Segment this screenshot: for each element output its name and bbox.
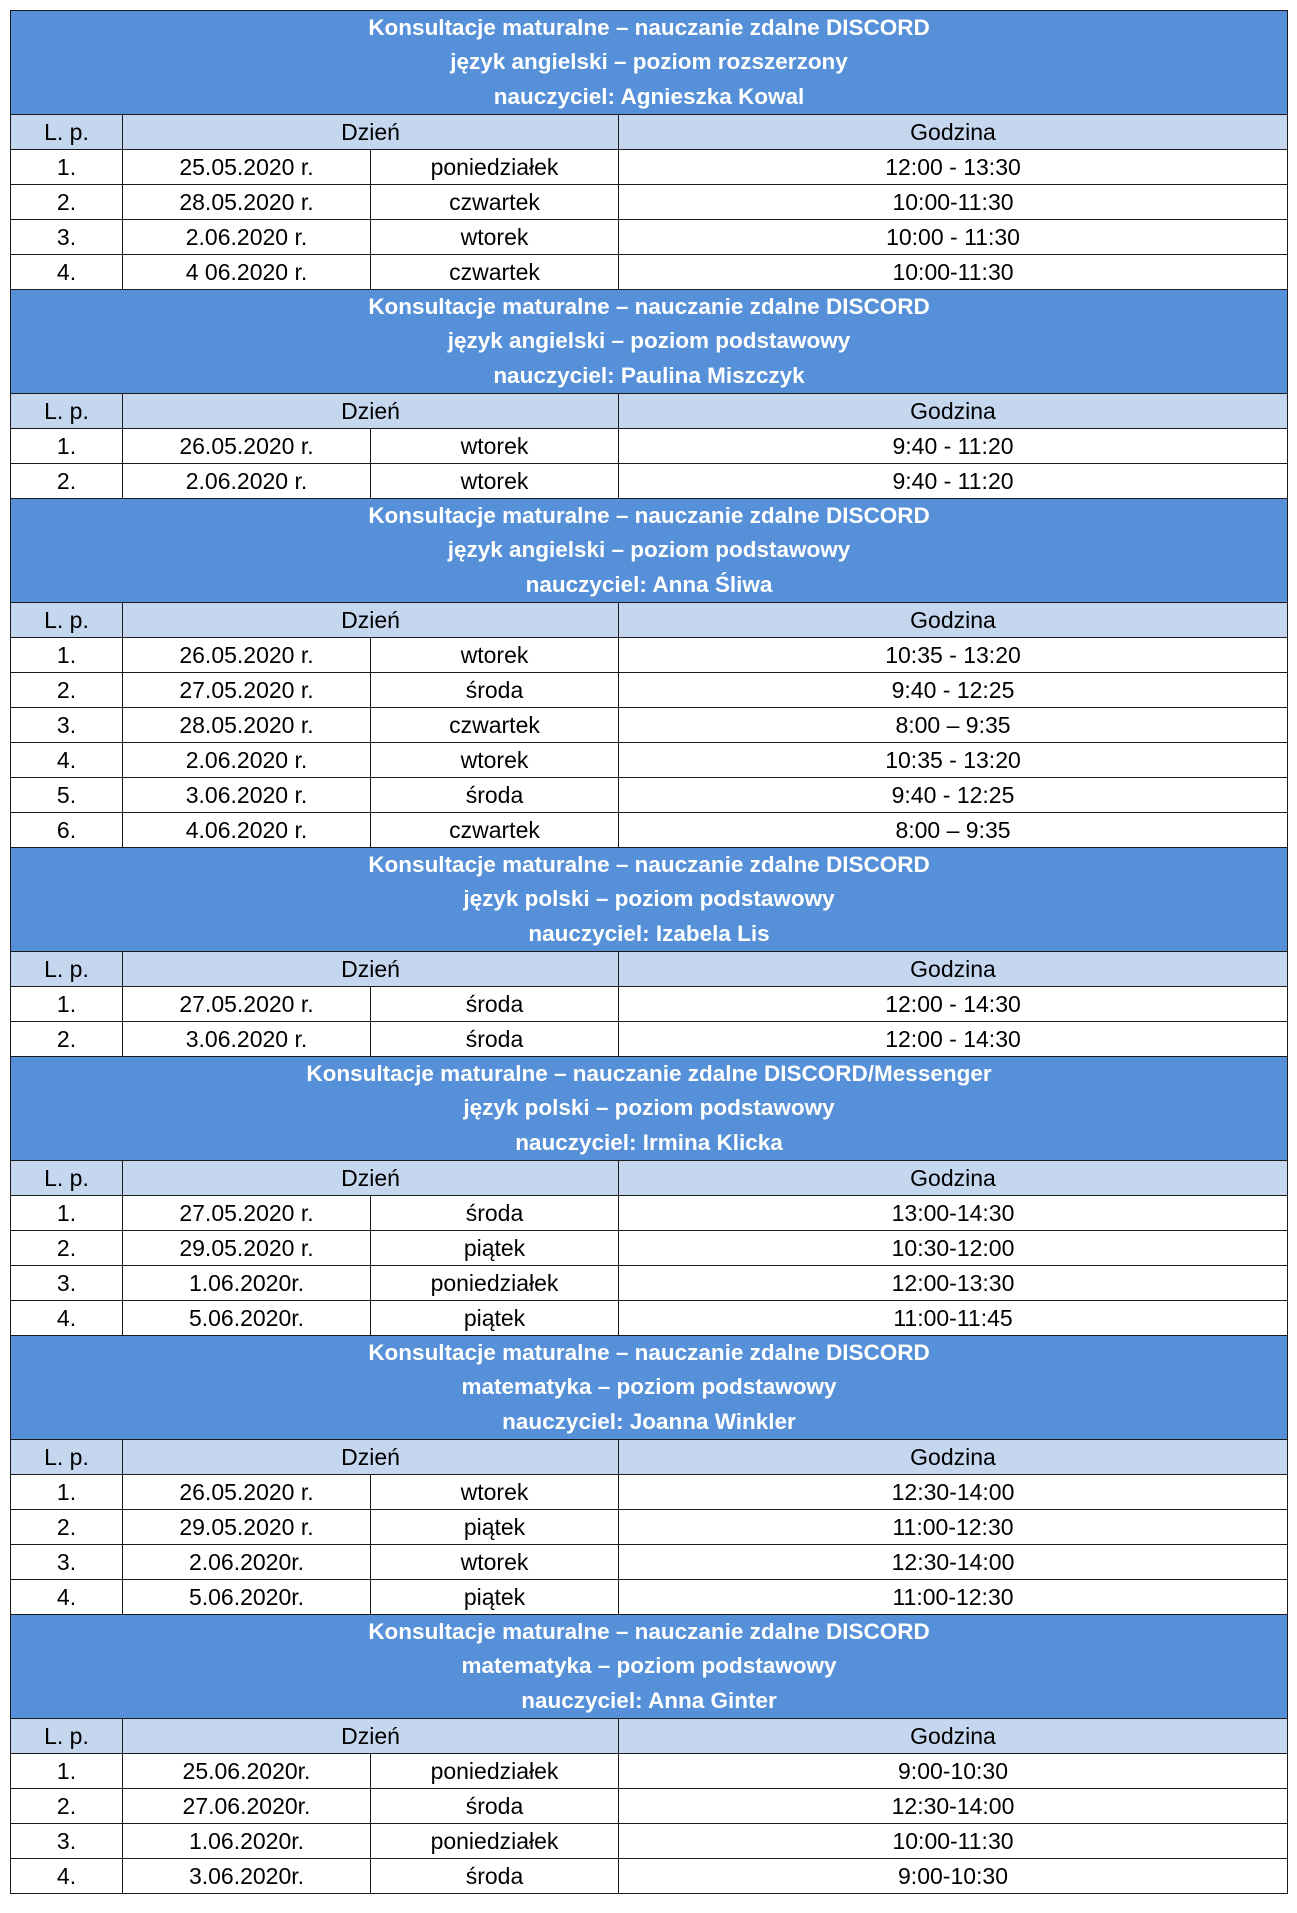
cell-weekday: wtorek xyxy=(371,464,619,499)
cell-lp: 1. xyxy=(11,1754,123,1789)
cell-weekday: poniedziałek xyxy=(371,1824,619,1859)
header-day: Dzień xyxy=(123,394,619,429)
section-title-row xyxy=(11,290,1288,394)
cell-date: 3.06.2020r. xyxy=(123,1859,371,1894)
cell-lp: 2. xyxy=(11,1022,123,1057)
cell-weekday: wtorek xyxy=(371,220,619,255)
cell-lp: 3. xyxy=(11,1545,123,1580)
cell-time: 10:35 - 13:20 xyxy=(619,743,1288,778)
cell-lp: 1. xyxy=(11,150,123,185)
cell-date: 25.06.2020r. xyxy=(123,1754,371,1789)
section-title-line: język angielski – poziom podstawowy xyxy=(447,537,851,563)
column-header-row xyxy=(11,394,1288,429)
section-title-line: nauczyciel: Paulina Miszczyk xyxy=(493,362,805,388)
cell-time: 9:40 - 11:20 xyxy=(619,429,1288,464)
section-title-line: Konsultacje maturalne – nauczanie zdalne DISCORD/Messenger xyxy=(306,1061,992,1087)
cell-weekday: piątek xyxy=(371,1580,619,1615)
cell-lp: 4. xyxy=(11,1859,123,1894)
section-title-row xyxy=(11,1615,1288,1719)
cell-date: 26.05.2020 r. xyxy=(123,638,371,673)
table-row xyxy=(11,673,1288,708)
cell-lp: 3. xyxy=(11,1824,123,1859)
cell-time: 9:40 - 12:25 xyxy=(619,778,1288,813)
table-row xyxy=(11,1231,1288,1266)
table-row xyxy=(11,1475,1288,1510)
header-lp: L. p. xyxy=(11,1161,123,1196)
cell-time: 9:40 - 11:20 xyxy=(619,464,1288,499)
cell-lp: 3. xyxy=(11,220,123,255)
cell-lp: 3. xyxy=(11,708,123,743)
cell-time: 10:00-11:30 xyxy=(619,1824,1288,1859)
cell-time: 11:00-11:45 xyxy=(619,1301,1288,1336)
cell-date: 3.06.2020 r. xyxy=(123,1022,371,1057)
cell-lp: 1. xyxy=(11,429,123,464)
header-day: Dzień xyxy=(123,1440,619,1475)
cell-lp: 2. xyxy=(11,1231,123,1266)
header-lp: L. p. xyxy=(11,1440,123,1475)
cell-time: 9:00-10:30 xyxy=(619,1859,1288,1894)
cell-lp: 4. xyxy=(11,1580,123,1615)
header-lp: L. p. xyxy=(11,952,123,987)
table-row xyxy=(11,1266,1288,1301)
header-lp: L. p. xyxy=(11,394,123,429)
header-lp: L. p. xyxy=(11,1719,123,1754)
cell-lp: 2. xyxy=(11,1789,123,1824)
header-day: Dzień xyxy=(123,115,619,150)
schedule-body xyxy=(11,11,1288,1894)
cell-lp: 1. xyxy=(11,987,123,1022)
cell-time: 10:00-11:30 xyxy=(619,185,1288,220)
section-title-line: Konsultacje maturalne – nauczanie zdalne DISCORD xyxy=(368,852,930,878)
cell-lp: 4. xyxy=(11,743,123,778)
cell-date: 29.05.2020 r. xyxy=(123,1231,371,1266)
cell-weekday: wtorek xyxy=(371,1545,619,1580)
cell-weekday: piątek xyxy=(371,1301,619,1336)
cell-time: 11:00-12:30 xyxy=(619,1580,1288,1615)
cell-date: 1.06.2020r. xyxy=(123,1266,371,1301)
section-title xyxy=(11,499,1288,603)
section-title-line: język angielski – poziom podstawowy xyxy=(447,328,851,354)
cell-lp: 1. xyxy=(11,638,123,673)
cell-date: 27.05.2020 r. xyxy=(123,987,371,1022)
cell-weekday: czwartek xyxy=(371,255,619,290)
header-time: Godzina xyxy=(619,115,1288,150)
column-header-row xyxy=(11,1161,1288,1196)
cell-time: 12:30-14:00 xyxy=(619,1545,1288,1580)
cell-lp: 4. xyxy=(11,1301,123,1336)
cell-time: 10:00-11:30 xyxy=(619,255,1288,290)
cell-weekday: środa xyxy=(371,1022,619,1057)
table-row xyxy=(11,987,1288,1022)
cell-lp: 2. xyxy=(11,1510,123,1545)
table-row xyxy=(11,1545,1288,1580)
header-time: Godzina xyxy=(619,1440,1288,1475)
cell-time: 12:00 - 13:30 xyxy=(619,150,1288,185)
cell-date: 2.06.2020 r. xyxy=(123,464,371,499)
cell-weekday: piątek xyxy=(371,1510,619,1545)
section-title xyxy=(11,848,1288,952)
cell-date: 28.05.2020 r. xyxy=(123,708,371,743)
cell-date: 26.05.2020 r. xyxy=(123,429,371,464)
section-title-line: Konsultacje maturalne – nauczanie zdalne DISCORD xyxy=(368,1340,930,1366)
table-row xyxy=(11,708,1288,743)
section-title-line: Konsultacje maturalne – nauczanie zdalne DISCORD xyxy=(368,503,930,529)
cell-time: 9:00-10:30 xyxy=(619,1754,1288,1789)
column-header-row xyxy=(11,952,1288,987)
cell-weekday: środa xyxy=(371,673,619,708)
section-title xyxy=(11,1057,1288,1161)
section-title-line: język polski – poziom podstawowy xyxy=(463,1095,835,1121)
cell-weekday: wtorek xyxy=(371,429,619,464)
section-title xyxy=(11,11,1288,115)
header-day: Dzień xyxy=(123,603,619,638)
table-row xyxy=(11,1580,1288,1615)
section-title-line: nauczyciel: Irmina Klicka xyxy=(515,1129,783,1155)
table-row xyxy=(11,464,1288,499)
table-row xyxy=(11,743,1288,778)
cell-date: 25.05.2020 r. xyxy=(123,150,371,185)
cell-weekday: wtorek xyxy=(371,1475,619,1510)
cell-weekday: poniedziałek xyxy=(371,150,619,185)
table-row xyxy=(11,1754,1288,1789)
table-row xyxy=(11,813,1288,848)
section-title-line: Konsultacje maturalne – nauczanie zdalne DISCORD xyxy=(368,1619,930,1645)
table-row xyxy=(11,1824,1288,1859)
section-title-line: matematyka – poziom podstawowy xyxy=(461,1653,837,1679)
cell-weekday: środa xyxy=(371,1789,619,1824)
table-row xyxy=(11,220,1288,255)
section-title-line: Konsultacje maturalne – nauczanie zdalne DISCORD xyxy=(368,294,930,320)
table-row xyxy=(11,638,1288,673)
cell-time: 12:30-14:00 xyxy=(619,1475,1288,1510)
section-title xyxy=(11,290,1288,394)
header-time: Godzina xyxy=(619,1161,1288,1196)
column-header-row xyxy=(11,1440,1288,1475)
section-title-line: nauczyciel: Anna Ginter xyxy=(521,1687,777,1713)
cell-lp: 5. xyxy=(11,778,123,813)
cell-time: 8:00 – 9:35 xyxy=(619,813,1288,848)
cell-lp: 6. xyxy=(11,813,123,848)
schedule-table xyxy=(10,10,1288,1894)
cell-date: 3.06.2020 r. xyxy=(123,778,371,813)
header-time: Godzina xyxy=(619,1719,1288,1754)
cell-time: 10:35 - 13:20 xyxy=(619,638,1288,673)
section-title xyxy=(11,1615,1288,1719)
column-header-row xyxy=(11,1719,1288,1754)
cell-time: 12:00 - 14:30 xyxy=(619,987,1288,1022)
section-title-row xyxy=(11,499,1288,603)
table-row xyxy=(11,429,1288,464)
header-day: Dzień xyxy=(123,1161,619,1196)
section-title-line: język angielski – poziom rozszerzony xyxy=(450,49,848,75)
cell-time: 9:40 - 12:25 xyxy=(619,673,1288,708)
section-title-row xyxy=(11,1336,1288,1440)
section-title-row xyxy=(11,1057,1288,1161)
cell-weekday: środa xyxy=(371,1859,619,1894)
header-time: Godzina xyxy=(619,603,1288,638)
table-row xyxy=(11,1510,1288,1545)
cell-lp: 2. xyxy=(11,464,123,499)
cell-lp: 1. xyxy=(11,1475,123,1510)
header-lp: L. p. xyxy=(11,115,123,150)
cell-time: 10:30-12:00 xyxy=(619,1231,1288,1266)
table-row xyxy=(11,1301,1288,1336)
cell-date: 2.06.2020r. xyxy=(123,1545,371,1580)
cell-date: 1.06.2020r. xyxy=(123,1824,371,1859)
table-row xyxy=(11,185,1288,220)
header-day: Dzień xyxy=(123,1719,619,1754)
cell-time: 12:30-14:00 xyxy=(619,1789,1288,1824)
section-title-line: matematyka – poziom podstawowy xyxy=(461,1374,837,1400)
cell-time: 11:00-12:30 xyxy=(619,1510,1288,1545)
cell-weekday: środa xyxy=(371,778,619,813)
column-header-row xyxy=(11,603,1288,638)
cell-date: 27.05.2020 r. xyxy=(123,673,371,708)
cell-weekday: środa xyxy=(371,987,619,1022)
table-row xyxy=(11,778,1288,813)
section-title-row xyxy=(11,848,1288,952)
cell-time: 8:00 – 9:35 xyxy=(619,708,1288,743)
cell-date: 27.06.2020r. xyxy=(123,1789,371,1824)
cell-date: 5.06.2020r. xyxy=(123,1580,371,1615)
column-header-row xyxy=(11,115,1288,150)
table-row xyxy=(11,1196,1288,1231)
cell-date: 4 06.2020 r. xyxy=(123,255,371,290)
cell-date: 29.05.2020 r. xyxy=(123,1510,371,1545)
header-lp: L. p. xyxy=(11,603,123,638)
section-title-row xyxy=(11,11,1288,115)
cell-date: 27.05.2020 r. xyxy=(123,1196,371,1231)
cell-time: 10:00 - 11:30 xyxy=(619,220,1288,255)
cell-lp: 3. xyxy=(11,1266,123,1301)
cell-weekday: poniedziałek xyxy=(371,1754,619,1789)
table-row xyxy=(11,1022,1288,1057)
cell-time: 12:00 - 14:30 xyxy=(619,1022,1288,1057)
section-title-line: nauczyciel: Agnieszka Kowal xyxy=(493,83,805,109)
cell-lp: 2. xyxy=(11,673,123,708)
cell-date: 2.06.2020 r. xyxy=(123,220,371,255)
cell-weekday: czwartek xyxy=(371,185,619,220)
section-title-line: nauczyciel: Anna Śliwa xyxy=(525,571,773,597)
cell-date: 26.05.2020 r. xyxy=(123,1475,371,1510)
table-row xyxy=(11,255,1288,290)
cell-weekday: wtorek xyxy=(371,743,619,778)
section-title-line: Konsultacje maturalne – nauczanie zdalne DISCORD xyxy=(368,15,930,41)
cell-date: 2.06.2020 r. xyxy=(123,743,371,778)
table-row xyxy=(11,1789,1288,1824)
header-time: Godzina xyxy=(619,952,1288,987)
cell-weekday: czwartek xyxy=(371,813,619,848)
section-title-line: nauczyciel: Izabela Lis xyxy=(528,920,770,946)
section-title-line: nauczyciel: Joanna Winkler xyxy=(502,1408,796,1434)
header-time: Godzina xyxy=(619,394,1288,429)
cell-lp: 4. xyxy=(11,255,123,290)
cell-date: 28.05.2020 r. xyxy=(123,185,371,220)
cell-date: 4.06.2020 r. xyxy=(123,813,371,848)
cell-date: 5.06.2020r. xyxy=(123,1301,371,1336)
cell-weekday: poniedziałek xyxy=(371,1266,619,1301)
cell-weekday: piątek xyxy=(371,1231,619,1266)
header-day: Dzień xyxy=(123,952,619,987)
cell-lp: 1. xyxy=(11,1196,123,1231)
cell-time: 12:00-13:30 xyxy=(619,1266,1288,1301)
section-title xyxy=(11,1336,1288,1440)
cell-weekday: środa xyxy=(371,1196,619,1231)
table-row xyxy=(11,1859,1288,1894)
cell-lp: 2. xyxy=(11,185,123,220)
section-title-line: język polski – poziom podstawowy xyxy=(463,886,835,912)
cell-weekday: czwartek xyxy=(371,708,619,743)
table-row xyxy=(11,150,1288,185)
cell-weekday: wtorek xyxy=(371,638,619,673)
cell-time: 13:00-14:30 xyxy=(619,1196,1288,1231)
